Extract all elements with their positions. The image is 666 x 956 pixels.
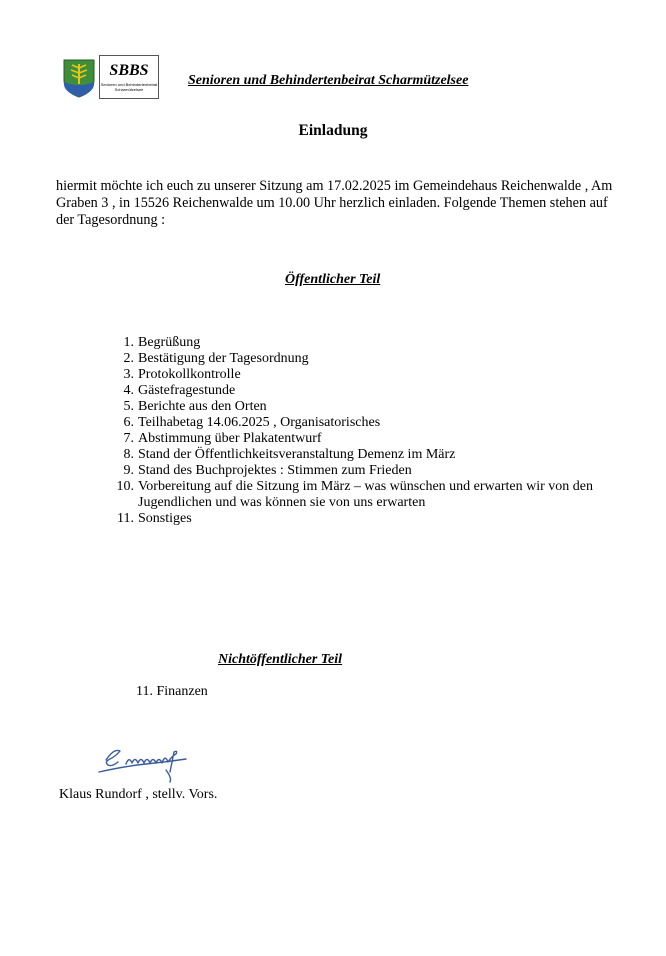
agenda-item [112,463,612,479]
public-section-title: Öffentlicher Teil [285,272,381,287]
agenda-item [112,399,612,415]
agenda-list [112,335,612,527]
agenda-item-text: Stand des Buchprojektes : Stimmen zum Frieden [138,463,412,478]
agenda-item [112,479,612,511]
agenda-item [112,431,612,447]
agenda-item-number: 2. [123,351,134,366]
sbbs-logo-text: SBBS [109,62,149,79]
agenda-item-number: 3. [123,367,134,382]
agenda-item-number: 11. [117,511,134,526]
sbbs-logo [99,55,159,99]
agenda-item-text: Bestätigung der Tagesordnung [138,351,309,366]
agenda-item [112,383,612,399]
agenda-item-text: Begrüßung [138,335,201,350]
agenda-item-text: Vorbereitung auf die Sitzung im März – was wünschen und erwarten wir von den Jugendlichen und was können sie von uns erwarten [138,479,594,510]
sbbs-logo-caption-2: Scharmützelsee [114,87,144,92]
agenda-item-text: Stand der Öffentlichkeitsveranstaltung Demenz im März [138,447,456,462]
agenda-item-number: 9. [123,463,134,478]
agenda-item-number: 5. [123,399,134,414]
agenda-item-number: 10. [116,479,134,494]
agenda-item-number: 4. [123,383,134,398]
agenda-item [112,367,612,383]
agenda-item-number: 1. [123,335,134,350]
sbbs-logo-caption-1: Senioren und Behindertenbeirat [100,82,158,87]
agenda-item [112,335,612,351]
agenda-item-text: Protokollkontrolle [138,367,241,382]
private-section-title: Nichtöffentlicher Teil [218,652,343,667]
organization-heading: Senioren und Behindertenbeirat Scharmützelsee [188,73,469,88]
agenda-item-text: Abstimmung über Plakatentwurf [138,431,322,446]
signature-image [96,742,192,784]
agenda-item-text: Sonstiges [138,511,192,526]
agenda-item-text: Berichte aus den Orten [138,399,267,414]
agenda-item-text: Gästefragestunde [138,383,236,398]
private-agenda-item: 11. Finanzen [136,684,208,699]
agenda-item [112,415,612,431]
page-title: Einladung [298,122,368,139]
agenda-item [112,511,612,527]
agenda-item-number: 7. [123,431,134,446]
agenda-item-text: Teilhabetag 14.06.2025 , Organisatorisches [138,415,381,430]
coat-of-arms-logo [62,58,96,98]
intro-paragraph: hiermit möchte ich euch zu unserer Sitzung am 17.02.2025 im Gemeindehaus Reichenwalde , Am Graben 3 , in 15526 Reichenwalde um 10.00 Uhr herzlich einladen. Folgende Themen stehen auf der Tagesordnung : [56,178,613,228]
agenda-item-number: 6. [123,415,134,430]
signer-name: Klaus Rundorf , stellv. Vors. [59,787,218,802]
agenda-item-number: 8. [123,447,134,462]
agenda-item [112,351,612,367]
agenda-item [112,447,612,463]
